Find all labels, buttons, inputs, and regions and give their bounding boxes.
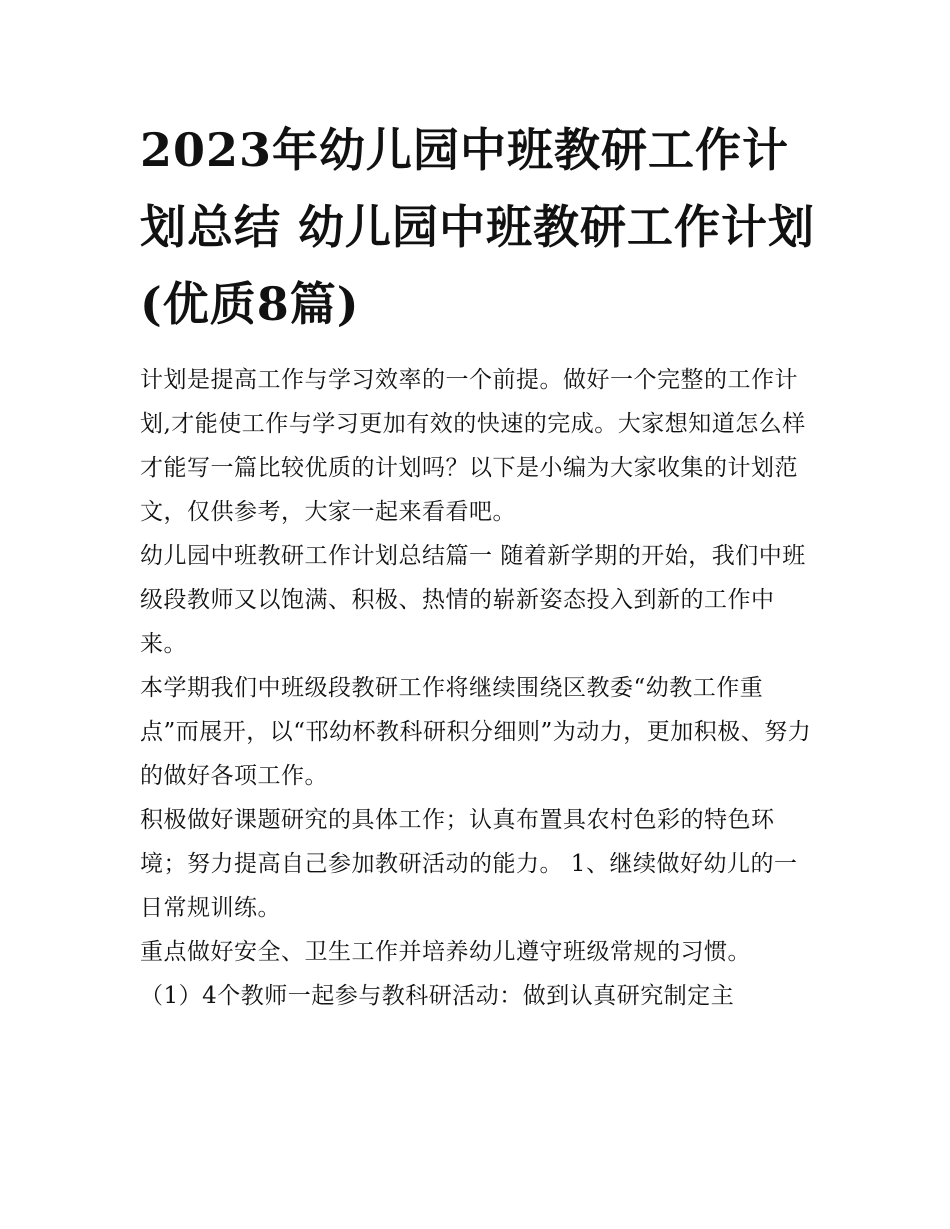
paragraph-focus: 本学期我们中班级段教研工作将继续围绕区教委“幼教工作重点”而展开，以“邗幼杯教科研积分细则”为动力，更加积极、努力的做好各项工作。	[140, 675, 812, 789]
document-body	[140, 358, 820, 1018]
document-title: 2023年幼儿园中班教研工作计划总结 幼儿园中班教研工作计划(优质8篇)	[140, 123, 816, 331]
paragraph-section-one: 幼儿园中班教研工作计划总结篇一 随着新学期的开始，我们中班级段教师又以饱满、积极、热情的崭新姿态投入到新的工作中来。	[140, 543, 806, 657]
paragraph-intro: 计划是提高工作与学习效率的一个前提。做好一个完整的工作计划,才能使工作与学习更加有效的快速的完成。大家想知道怎么样才能写一篇比较优质的计划吗？以下是小编为大家收集的计划范文，仅供参考，大家一起来看看吧。	[140, 367, 806, 525]
paragraph-research: 积极做好课题研究的具体工作；认真布置具农村色彩的特色环境；努力提高自己参加教研活动的能力。 1、继续做好幼儿的一日常规训练。	[140, 807, 798, 921]
paragraph-item-1: （1）4个教师一起参与教科研活动：做到认真研究制定主	[140, 983, 735, 1009]
paragraph-safety: 重点做好安全、卫生工作并培养幼儿遵守班级常规的习惯。	[140, 939, 751, 965]
